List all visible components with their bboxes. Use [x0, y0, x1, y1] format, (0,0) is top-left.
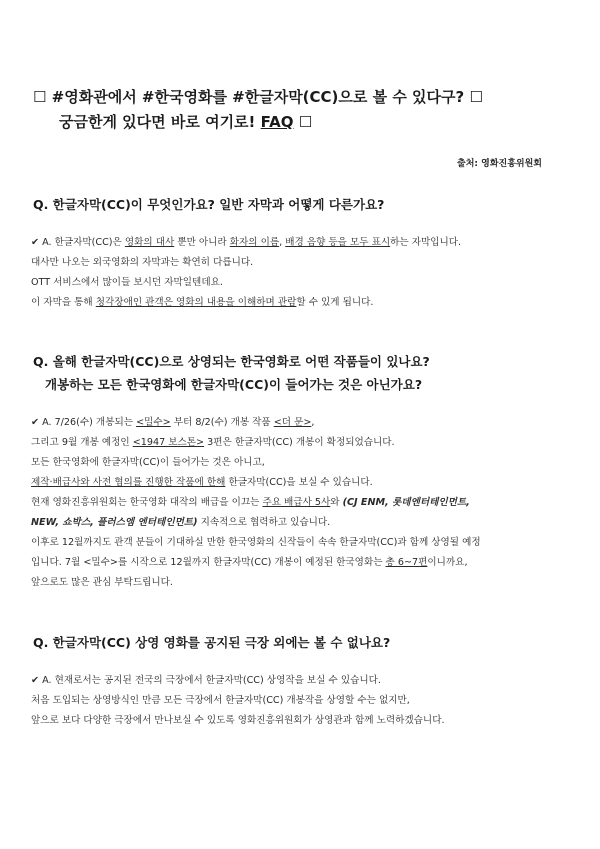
question-1: Q. 한글자막(CC)이 무엇인가요? 일반 자막과 어떻게 다른가요?: [33, 197, 385, 212]
title-text-1: #영화관에서 #한국영화를 #한글자막(CC)으로 볼 수 있다구?: [46, 88, 470, 106]
answer-2-line-5: 현재 영화진흥위원회는 한국영화 대작의 배급을 이끄는 주요 배급사 5사와 (CJ ENM, 롯데엔터테인먼트,: [31, 497, 470, 508]
answer-1-line-4: 이 자막을 통해 청각장애인 관객은 영화의 내용을 이해하며 관람할 수 있게 됩니다.: [31, 297, 374, 308]
checkbox-icon: ☐: [33, 88, 47, 106]
question-3: Q. 한글자막(CC) 상영 영화를 공지된 극장 외에는 볼 수 없나요?: [33, 635, 391, 650]
answer-2-line-2: 그리고 9월 개봉 예정인 <1947 보스톤> 3편은 한글자막(CC) 개봉이 확정되었습니다.: [31, 437, 395, 448]
checkbox-icon: ☐: [293, 113, 313, 131]
answer-3-line-1: ✔ A. 현재로서는 공지된 전국의 극장에서 한글자막(CC) 상영작을 보실 수 있습니다.: [31, 675, 381, 686]
title-text-2: 궁금한게 있다면 바로 여기로!: [59, 113, 261, 131]
answer-2-line-9: 앞으로도 많은 관심 부탁드립니다.: [31, 577, 173, 588]
answer-2-line-1: ✔ A. 7/26(수) 개봉되는 <밀수> 부터 8/2(수) 개봉 작품 <더 문>,: [31, 417, 315, 428]
answer-2-line-6: NEW, 쇼박스, 플러스엠 엔터테인먼트) 지속적으로 협력하고 있습니다.: [31, 517, 331, 528]
source-credit: 출처: 영화진흥위원회: [457, 159, 542, 169]
document-title-line2: [59, 111, 312, 132]
answer-2-line-3: 모든 한국영화에 한글자막(CC)이 들어가는 것은 아니고,: [31, 457, 265, 468]
answer-1-line-1: ✔ A. 한글자막(CC)은 영화의 대사 뿐만 아니라 화자의 이름, 배경 음향 등을 모두 표시하는 자막입니다.: [31, 237, 462, 248]
answer-3-line-3: 앞으로 보다 다양한 극장에서 만나보실 수 있도록 영화진흥위원회가 상영관과 함께 노력하겠습니다.: [31, 715, 445, 726]
answer-1-line-3: OTT 서비스에서 많이들 보시던 자막일텐데요.: [31, 277, 223, 288]
question-2-line-2: 개봉하는 모든 한국영화에 한글자막(CC)이 들어가는 것은 아닌가요?: [45, 377, 423, 392]
question-2-line-1: Q. 올해 한글자막(CC)으로 상영되는 한국영화로 어떤 작품들이 있나요?: [33, 354, 430, 369]
answer-2-line-8: 입니다. 7월 <밀수>를 시작으로 12월까지 한글자막(CC) 개봉이 예정된 한국영화는 총 6~7편이니까요,: [31, 557, 468, 568]
faq-label: FAQ: [260, 113, 294, 131]
document-title-line1: [33, 86, 483, 107]
answer-2-line-4: 제작·배급사와 사전 협의를 진행한 작품에 한해 한글자막(CC)을 보실 수 있습니다.: [31, 477, 373, 488]
answer-3-line-2: 처음 도입되는 상영방식인 만큼 모든 극장에서 한글자막(CC) 개봉작을 상영할 수는 없지만,: [31, 695, 410, 706]
answer-1-line-2: 대사만 나오는 외국영화의 자막과는 확연히 다릅니다.: [31, 257, 254, 268]
answer-2-line-7: 이후로 12월까지도 관객 분들이 기대하실 만한 한국영화의 신작들이 속속 한글자막(CC)과 함께 상영될 예정: [31, 537, 481, 548]
checkbox-icon: ☐: [469, 88, 483, 106]
